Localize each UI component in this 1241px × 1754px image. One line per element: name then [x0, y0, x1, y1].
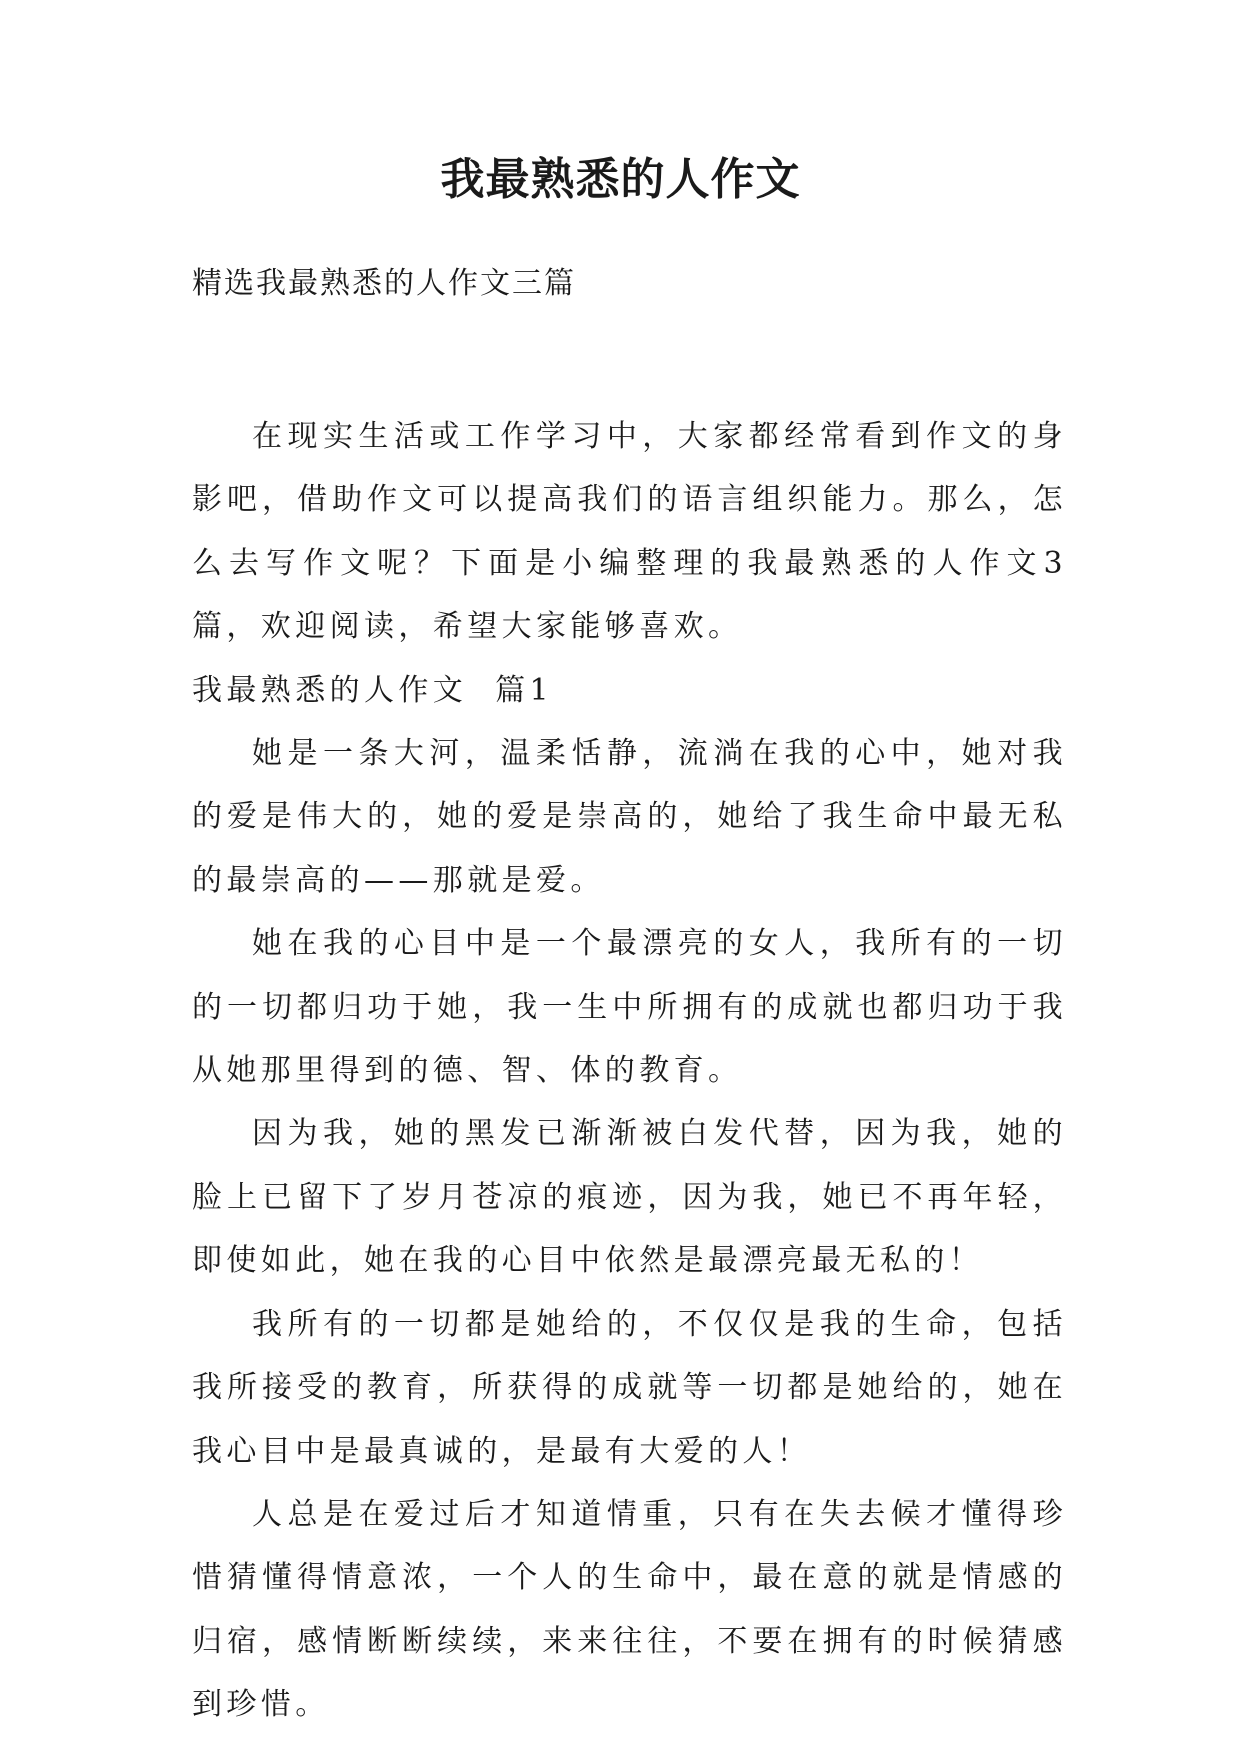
body-paragraph: 人总是在爱过后才知道情重，只有在失去候才懂得珍惜猜懂得情意浓，一个人的生命中，最在意的就是情感的归宿，感情断断续续，来来往往，不要在拥有的时候猜感到珍惜。 — [192, 1496, 1067, 1723]
body-paragraph: 因为我，她的黑发已渐渐被白发代替，因为我，她的脸上已留下了岁月苍凉的痕迹，因为我，她已不再年轻，即使如此，她在我的心目中依然是最漂亮最无私的！ — [192, 1116, 1067, 1279]
document-body — [192, 405, 1067, 1737]
section-heading: 我最熟悉的人作文 篇1 — [192, 672, 553, 708]
body-paragraph: 我所有的一切都是她给的，不仅仅是我的生命，包括我所接受的教育，所获得的成就等一切都是她给的，她在我心目中是最真诚的，是最有大爱的人！ — [192, 1306, 1067, 1469]
intro-paragraph: 在现实生活或工作学习中，大家都经常看到作文的身影吧，借助作文可以提高我们的语言组织能力。那么，怎么去写作文呢？下面是小编整理的我最熟悉的人作文3篇，欢迎阅读，希望大家能够喜欢。 — [192, 419, 1067, 645]
body-paragraph: 她在我的心目中是一个最漂亮的女人，我所有的一切的一切都归功于她，我一生中所拥有的成就也都归功于我从她那里得到的德、智、体的教育。 — [192, 926, 1067, 1089]
body-paragraph: 她是一条大河，温柔恬静，流淌在我的心中，她对我的爱是伟大的，她的爱是崇高的，她给了我生命中最无私的最崇高的——那就是爱。 — [192, 736, 1067, 898]
document-title: 我最熟悉的人作文 — [440, 154, 801, 205]
document-subtitle: 精选我最熟悉的人作文三篇 — [192, 266, 576, 301]
